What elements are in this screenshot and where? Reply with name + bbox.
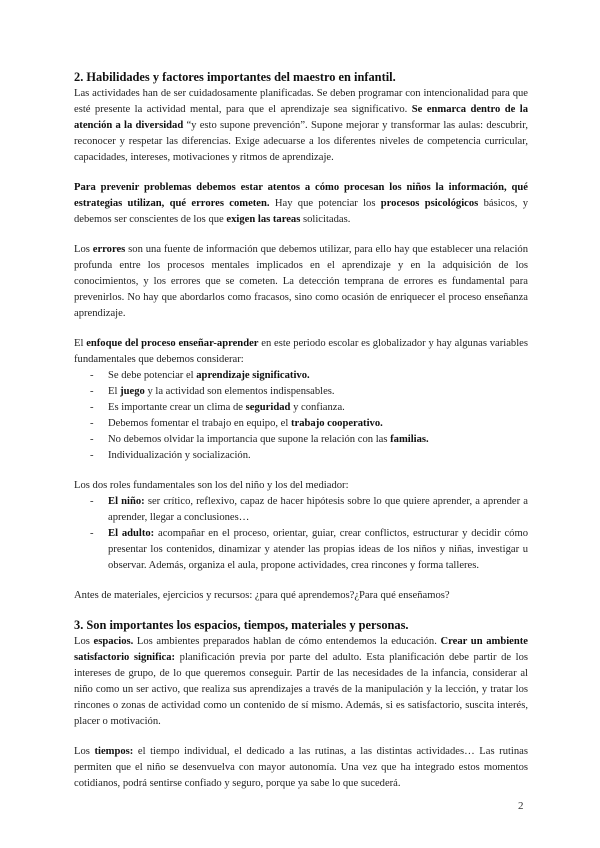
bold-run: procesos psicológicos (380, 198, 479, 209)
bold-run: juego (120, 386, 145, 397)
bold-run: Crear un ambiente satisfactorio significa: (74, 636, 528, 663)
bold-run: tiempos: (94, 746, 134, 757)
text-run: Las actividades han de ser cuidadosamente planificadas. Se deben programar con intencionalidad para que esté presente la actividad mental, para que el aprendizaje sea significativo. (74, 88, 528, 115)
bold-run: exigen las tareas (226, 214, 301, 225)
text-run: Los (74, 636, 94, 647)
paragraph-espacios (74, 634, 528, 730)
list-item (74, 448, 528, 464)
bullet-dash: - (90, 370, 94, 381)
bold-run: El adulto: (108, 528, 155, 539)
text-run: Hay que potenciar los (269, 198, 381, 209)
bold-run: familias. (390, 434, 429, 445)
paragraph-prevenir (74, 180, 528, 228)
bold-run: Para prevenir problemas debemos estar atentos a cómo procesan los niños la información, qué estrategias utilizan, qué errores cometen. (74, 182, 528, 209)
bullet-dash: - (90, 386, 94, 397)
paragraph-planificacion (74, 86, 528, 166)
text-run: planificación previa por parte del adulto. Esta planificación debe partir de los intereses de grupo, de lo que queremos conseguir. Partir de las necesidades de la infancia, considerar al niño como un ser activo, que realiza sus aprendizajes a través de la manipulación y la lección, y tratar los rincones o zonas de actividad como un contenido de sí mismo. Además, si es satisfactorio, suscita interés, placer o motivación. (74, 652, 529, 727)
bullet-dash: - (90, 434, 94, 445)
bold-run: espacios. (93, 636, 134, 647)
bold-run: Se enmarca dentro de la atención a la diversidad (74, 104, 528, 131)
section-2-heading: 2. Habilidades y factores importantes del maestro en infantil. (74, 70, 396, 84)
text-run: El (108, 386, 121, 397)
bold-run: errores (92, 244, 126, 255)
bullet-dash: - (90, 418, 94, 429)
bullet-dash: - (90, 450, 94, 461)
text-run: en este periodo escolar es globalizador y hay algunas variables fundamentales que debemos considerar: (74, 338, 528, 365)
text-run: El (74, 338, 87, 349)
paragraph-enfoque (74, 336, 528, 368)
bold-run: El niño: (108, 496, 145, 507)
text-run: Los (74, 746, 95, 757)
list-item (74, 384, 528, 400)
text-run: “y esto supone prevención”. Supone mejorar y transformar las aulas: descubrir, reconocer y respetar las diferencias. Exige adecuarse a los diferentes niveles de competencia curricular, capacidades, intereses, motivaciones y ritmos de aprendizaje. (74, 120, 528, 163)
text-run: No debemos olvidar la importancia que supone la relación con las (108, 434, 391, 445)
text-run: el tiempo individual, el dedicado a las rutinas, a las distintas actividades… Las rutinas permiten que el niño se desenvuelva con mayor autonomía. Una vez que ha integrado estos momentos cotidianos, podrá sentirse confiado y seguro, porque ya sabe lo que sucederá. (74, 746, 528, 789)
list-item (74, 368, 528, 384)
text-run: solicitadas. (300, 214, 351, 225)
bullet-dash: - (90, 496, 94, 507)
paragraph-questions: Antes de materiales, ejercicios y recursos: ¿para qué aprendemos?¿Para qué enseñamos? (74, 590, 450, 601)
bold-run: seguridad (245, 402, 291, 413)
variables-list (74, 368, 528, 464)
text-run: Los (74, 244, 93, 255)
text-run: Es importante crear un clima de (108, 402, 246, 413)
text-run: y la actividad son elementos indispensables. (144, 386, 335, 397)
list-item (74, 400, 528, 416)
bullet-dash: - (90, 528, 94, 539)
list-item (74, 526, 528, 574)
document-page (74, 68, 528, 792)
bold-run: aprendizaje significativo. (196, 370, 310, 381)
text-run: Los ambientes preparados hablan de cómo entendemos la educación. (133, 636, 441, 647)
list-item (74, 494, 528, 526)
text-run: básicos, y debemos ser conscientes de los que (74, 198, 529, 225)
text-run: ser crítico, reflexivo, capaz de hacer hipótesis sobre lo que quiere aprender, a aprender a aprender, llegar a conclusiones… (108, 496, 528, 523)
text-run: Individualización y socialización. (108, 450, 251, 461)
bold-run: trabajo cooperativo. (290, 418, 383, 429)
text-run: Debemos fomentar el trabajo en equipo, el (108, 418, 291, 429)
section-3-heading: 3. Son importantes los espacios, tiempos, materiales y personas. (74, 618, 409, 632)
text-run: y confianza. (290, 402, 345, 413)
bold-run: enfoque del proceso enseñar-aprender (86, 338, 259, 349)
paragraph-roles: Los dos roles fundamentales son los del niño y los del mediador: (74, 480, 349, 491)
bullet-dash: - (90, 402, 94, 413)
list-item (74, 432, 528, 448)
text-run: acompañar en el proceso, orientar, guiar, crear conflictos, estructurar y decidir cómo presentar los contenidos, dinamizar y atender las propias ideas de los niños y niñas, investigar u observar. Además, organiza el aula, propone actividades, crea rincones y forma talleres. (108, 528, 528, 571)
roles-list (74, 494, 528, 574)
paragraph-errores (74, 242, 528, 322)
page-number: 2 (518, 800, 524, 812)
paragraph-tiempos (74, 744, 528, 792)
list-item (74, 416, 528, 432)
text-run: Se debe potenciar el (108, 370, 197, 381)
text-run: son una fuente de información que debemos utilizar, para ello hay que establecer una relación profunda entre los procesos mentales implicados en el aprendizaje y en la adquisición de los conocimientos, y los errores que se cometen. La detección temprana de errores es fundamental para prevenirlos. No hay que abordarlos como fracasos, sino como ocasión de enriquecer el proceso enseñanza aprendizaje. (74, 244, 528, 319)
